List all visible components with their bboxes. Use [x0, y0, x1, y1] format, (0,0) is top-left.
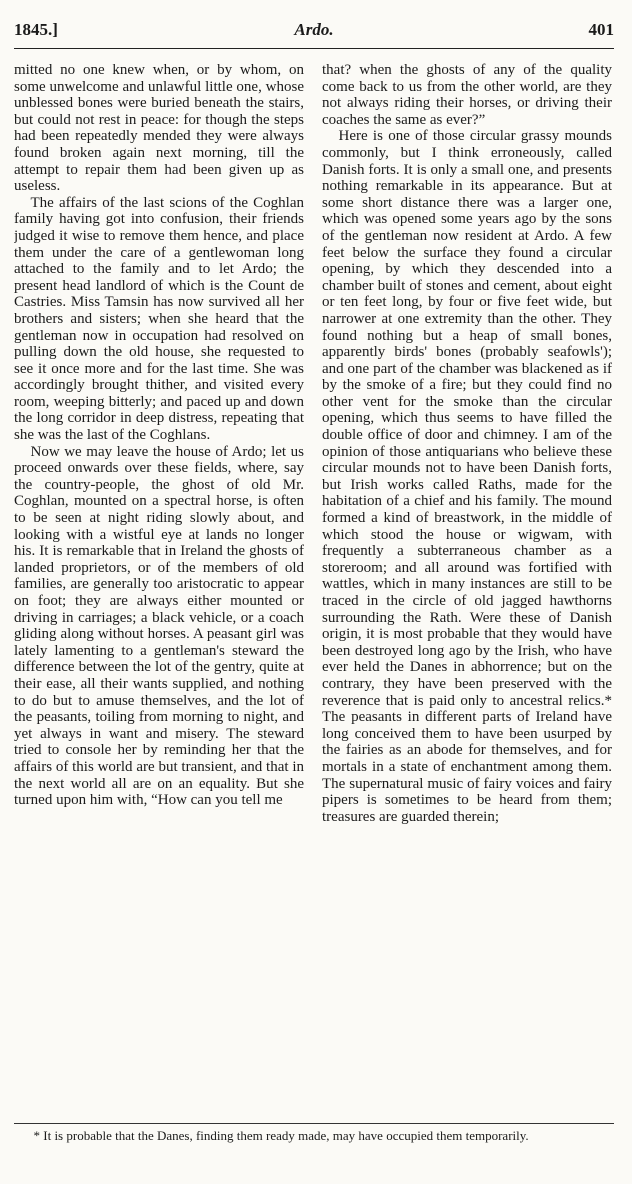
- running-header: [14, 8, 614, 48]
- header-rule: [14, 48, 614, 49]
- paragraph: The affairs of the last scions of the Coghlan family having got into confusion, their friends judged it wise to remove them hence, and place them under the care of a gentlewoman long attached to the family and to let Ardo; the present head landlord of which is the Count de Castries. Miss Tamsin has now survived all her brothers and sisters; when she heard that the gentleman now in occupation had resolved on pulling down the old house, she requested to see it once more and for the last time. She was accordingly brought thither, and visited every room, weeping bitterly; and paced up and down the long corridor in deep distress, repeating that she was the last of the Coghlans.: [14, 194, 304, 444]
- page-number: 401: [588, 20, 614, 39]
- paragraph: that? when the ghosts of any of the quality come back to us from the other world, are they not always riding their horses, or driving their coaches the same as ever?”: [322, 62, 612, 128]
- left-column: [14, 62, 304, 1120]
- header-year: 1845.]: [14, 20, 58, 39]
- paragraph: mitted no one knew when, or by whom, on some unwelcome and unlawful little one, whose unblessed bones were buried beneath the stairs, but could not rest in peace: for though the steps had been repeatedly mended they were always found broken again next morning, till the attempt to repair them had been given up as useless.: [14, 62, 304, 195]
- right-column: [322, 62, 612, 1120]
- footnote-rule: [14, 1123, 614, 1124]
- footnote: * It is probable that the Danes, finding them ready made, may have occupied them temporarily.: [33, 1128, 529, 1143]
- header-title: Ardo.: [294, 20, 334, 39]
- paragraph: Here is one of those circular grassy mounds commonly, but I think erroneously, called Danish forts. It is only a small one, and presents nothing remarkable in its appearance. But at some short distance there was a larger one, which was opened some years ago by the sons of the gentleman now resident at Ardo. A few feet below the surface they found a circular opening, by which they descended into a chamber built of stones and cement, about eight or ten feet long, by four or five feet wide, but narrower at one extremity than the other. They found nothing but a heap of small bones, apparently birds' bones (probably seafowls'); and one part of the chamber was blackened as if by the smoke of a fire; but they could find no other vent for the smoke than the circular opening, which thus seems to have filled the double office of door and chimney. I am of the opinion of those antiquarians who believe these circular mounds not to have been Danish forts, but Irish works called Raths, made for the habitation of a chief and his family. The mound formed a kind of breastwork, in the middle of which stood the house or wigwam, with frequently a subterraneous chamber as a storeroom; and all around was fortified with wattles, which in many instances are still to be traced in the circle of old jagged hawthorns surrounding the Rath. Were these of Danish origin, it is most probable that they would have been destroyed long ago by the Irish, who have ever held the Danes in abhorrence; but on the contrary, they have been preserved with the reverence that is paid only to ancestral relics.* The peasants in different parts of Ireland have long conceived them to have been usurped by the fairies as an abode for themselves, and for mortals in a state of enchantment among them. The supernatural music of fairy voices and fairy pipers is sometimes to be heard from them; treasures are guarded therein;: [322, 128, 612, 825]
- paragraph: Now we may leave the house of Ardo; let us proceed onwards over these fields, where, say the country-people, the ghost of old Mr. Coghlan, mounted on a spectral horse, is often to be seen at night riding slowly about, and looking with a wistful eye at lands no longer his. It is remarkable that in Ireland the ghosts of landed proprietors, or of the members of old families, are generally too aristocratic to appear on foot; they are always either mounted or driving in carriages; a black vehicle, or a coach gliding along without horses. A peasant girl was lately lamenting to a gentleman's steward the difference between the lot of the gentry, quite at their ease, all their wants supplied, and nothing to do but to amuse themselves, and the lot of the peasants, toiling from morning to night, and yet always in want and misery. The steward tried to console her by reminding her that the affairs of this world are but transient, and that in the next world all are on an equality. But she turned upon him with, “How can you tell me: [14, 443, 304, 809]
